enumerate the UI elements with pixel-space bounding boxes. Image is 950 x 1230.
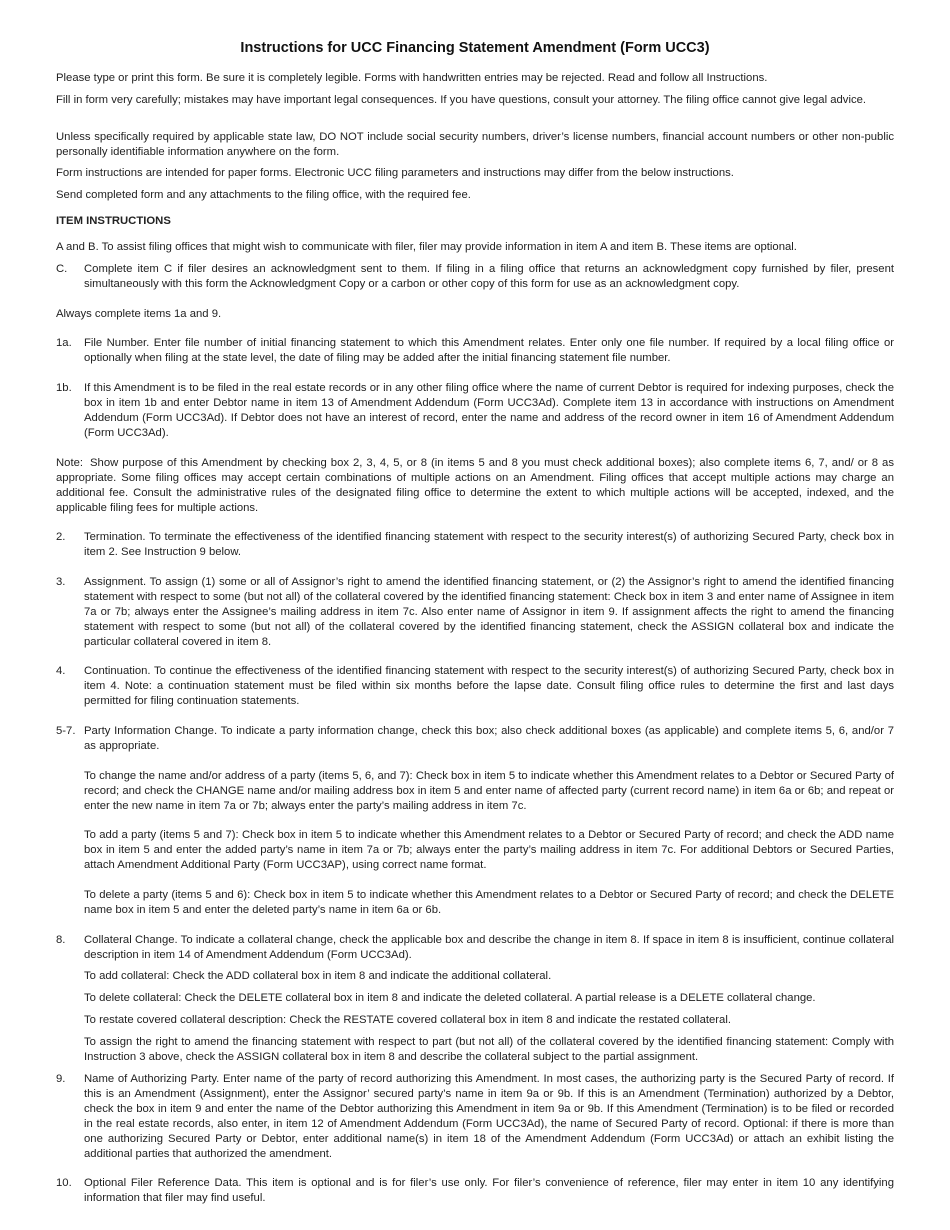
item-number: C.: [56, 263, 68, 275]
intro-paragraph-1: Please type or print this form. Be sure it is completely legible. Forms with handwritten entries may be rejected. Read and follow all Instructions.: [56, 72, 768, 84]
item-text: Name of Authorizing Party. Enter name of the party of record authorizing this Amendment. In most cases, the authorizing party is the Secured Party of record. If this is an Amendment (Assignment), enter the Assignor’ secured party’s name in item 9a or 9b. If this is an Amendment (Termination) authorized by a Debtor, check the box in item 9 and enter the name of the Debtor authorizing this Amendment in item 9a or 9b. If this Amendment (Termination) is to be filed or recorded in the real estate records, also enter, in item 12 of Amendment Addendum (Form UCC3Ad), the name of Secured Party of record. Optional: if there is more than one authorizing Secured Party or Debtor, enter additional name(s) in item 18 of the Amendment Addendum (Form UCC3Ad) or attach an exhibit listing the additional parties that authorized the amendment.: [84, 1073, 894, 1160]
delete-party-paragraph: To delete a party (items 5 and 6): Check box in item 5 to indicate whether this Amendment relates to a Debtor or Secured Party of record; and check the DELETE name box in item 5 and enter the deleted party’s name in item 6a or 6b.: [84, 889, 894, 916]
item-instructions-heading: ITEM INSTRUCTIONS: [56, 215, 171, 227]
item-text: Complete item C if filer desires an acknowledgment sent to them. If filing in a filing office that returns an acknowledgment copy furnished by filer, present simultaneously with this form the Acknowledgment Copy or a carbon or other copy of this form for use as an acknowledgment copy.: [84, 263, 894, 290]
add-collateral-paragraph: To add collateral: Check the ADD collateral box in item 8 and indicate the additional collateral.: [84, 970, 552, 982]
intro-paragraph-3: Unless specifically required by applicable state law, DO NOT include social security numbers, driver’s license numbers, financial account numbers or other non-public personally identifiable information anywhere on the form.: [56, 131, 894, 158]
item-text: Collateral Change. To indicate a collateral change, check the applicable box and describe the change in item 8. If space in item 8 is insufficient, continue collateral description in item 14 of Amendment Addendum (Form UCC3Ad).: [84, 934, 894, 961]
item-text: Continuation. To continue the effectiveness of the identified financing statement with respect to the security interest(s) of authorizing Secured Party, check box in item 4. Note: a continuation statement must be filed within six months before the lapse date. Consult filing office rules to determine the first and last days permitted for filing continuation statements.: [84, 665, 894, 707]
item-ab: A and B. To assist filing offices that might wish to communicate with filer, filer may provide information in item A and item B. These items are optional.: [56, 241, 797, 253]
item-number: 5-7.: [56, 725, 76, 737]
item-number: 4.: [56, 665, 66, 677]
item-number: 8.: [56, 934, 66, 946]
note-label: Note:: [56, 457, 84, 469]
assign-collateral-paragraph: To assign the right to amend the financing statement with respect to part (but not all) of the collateral covered by the identified financing statement: Comply with Instruction 3 above, check the ASSIGN collateral box in item 8 and describe the collateral subject to the partial assignment.: [84, 1036, 894, 1063]
always-complete-note: Always complete items 1a and 9.: [56, 308, 222, 320]
restate-collateral-paragraph: To restate covered collateral description: Check the RESTATE covered collateral box in item 8 and indicate the restated collateral.: [84, 1014, 731, 1026]
item-number: 1a.: [56, 337, 72, 349]
item-text: Termination. To terminate the effectiveness of the identified financing statement with respect to the security interest(s) of authorizing Secured Party, check box in item 2. See Instruction 9 below.: [84, 531, 894, 558]
intro-paragraph-5: Send completed form and any attachments to the filing office, with the required fee.: [56, 189, 471, 201]
intro-paragraph-2: Fill in form very carefully; mistakes may have important legal consequences. If you have questions, consult your attorney. The filing office cannot give legal advice.: [56, 94, 867, 106]
item-number: 3.: [56, 576, 66, 588]
add-party-paragraph: To add a party (items 5 and 7): Check box in item 5 to indicate whether this Amendment relates to a Debtor or Secured Party of record; and check the ADD name box in item 5 and enter the added party’s name in item 7a or 7b; always enter the party’s mailing address in item 7c. For additional Debtors or Secured Parties, attach Amendment Additional Party (Form UCC3AP), using correct name format.: [84, 829, 894, 871]
item-number: 1b.: [56, 382, 72, 394]
item-text: Party Information Change. To indicate a party information change, check this box; also check additional boxes (as applicable) and complete items 5, 6, and/or 7 as appropriate.: [84, 725, 894, 752]
delete-collateral-paragraph: To delete collateral: Check the DELETE collateral box in item 8 and indicate the deleted collateral. A partial release is a DELETE collateral change.: [84, 992, 816, 1004]
item-number: 9.: [56, 1073, 66, 1085]
item-number: 10.: [56, 1177, 72, 1189]
intro-paragraph-4: Form instructions are intended for paper forms. Electronic UCC filing parameters and instructions may differ from the below instructions.: [56, 167, 734, 179]
change-party-paragraph: To change the name and/or address of a party (items 5, 6, and 7): Check box in item 5 to indicate whether this Amendment relates to a Debtor or Secured Party of record; and check the CHANGE name and/or mailing address box in item 5 and enter name of affected party (current record name) in item 6a or 6b; and repeat or enter the new name in item 7a or 7b; always enter the party’s mailing address in item 7c.: [84, 770, 894, 812]
note-text: Show purpose of this Amendment by checking box 2, 3, 4, 5, or 8 (in items 5 and 8 you must check additional boxes); also complete items 6, 7, and/ or 8 as appropriate. Some filing offices may accept certain combinations of multiple actions on an Amendment. Filing offices that accept multiple actions may charge an additional fee. Consult the administrative rules of the designated filing office to determine the extent to which multiple actions will be accepted, indexed, and the applicable filing fees for multiple actions.: [56, 457, 894, 514]
item-text: If this Amendment is to be filed in the real estate records or in any other filing office where the name of current Debtor is required for indexing purposes, check the box in item 1b and enter Debtor name in item 13 of Amendment Addendum (Form UCC3Ad). Complete item 13 in accordance with instructions on Amendment Addendum (Form UCC3Ad). If Debtor does not have an interest of record, enter the name and address of the record owner in item 16 of Amendment Addendum (Form UCC3Ad).: [84, 382, 894, 439]
item-text: Assignment. To assign (1) some or all of Assignor’s right to amend the identified financing statement, or (2) the Assignor’s right to amend the identified financing statement with respect to some (but not all) of the collateral covered by the identified financing statement: Check box in item 3 and enter name of Assignee in item 7a or 7b; always enter the Assignee’s mailing address in item 7c. Also enter name of Assignor in item 9. If assignment affects the right to amend the financing statement with respect to some (but not all) of the collateral covered by the identified financing statement, check the ASSIGN collateral box and indicate the particular collateral covered in item 8.: [84, 576, 894, 648]
item-text: Optional Filer Reference Data. This item is optional and is for filer’s use only. For filer’s convenience of reference, filer may enter in item 10 any identifying information that filer may find useful.: [84, 1177, 894, 1204]
item-text: File Number. Enter file number of initial financing statement to which this Amendment relates. Enter only one file number. If required by a local filing office or optionally when filing at the state level, the date of filing may be added after the initial financing statement file number.: [84, 337, 894, 364]
item-number: 2.: [56, 531, 66, 543]
page-title: Instructions for UCC Financing Statement Amendment (Form UCC3): [240, 40, 710, 56]
